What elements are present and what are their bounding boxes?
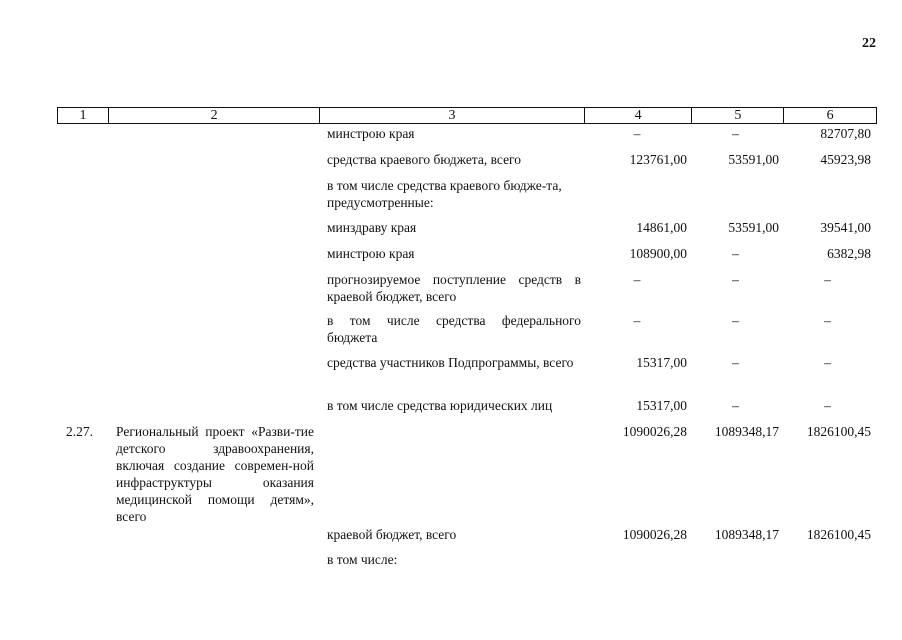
row-label: средства участников Подпрограммы, всего — [327, 355, 574, 370]
row-value-col4: – — [633, 313, 641, 328]
row-value-col4: 108900,00 — [629, 246, 687, 261]
row-label: в том числе: — [327, 552, 398, 567]
row-value-col6: 45923,98 — [820, 152, 871, 167]
row-label: в том числе средства краевого бюдже-та, предусмотренные: — [327, 178, 562, 210]
row-value-col5: 1089348,17 — [714, 527, 779, 542]
header-col-5: 5 — [692, 108, 784, 123]
row-value-col4: 123761,00 — [629, 152, 687, 167]
row-label: минстрою края — [327, 126, 415, 141]
row-label: минздраву края — [327, 220, 417, 235]
row-value-col4: 1090026,28 — [622, 527, 687, 542]
row-value-col6: – — [824, 398, 831, 413]
row-value-col6: – — [824, 355, 831, 370]
row-value-col5: 53591,00 — [728, 152, 779, 167]
row-value-col6: 6382,98 — [827, 246, 871, 261]
row-value-col5: – — [732, 246, 739, 261]
row-label: прогнозируемое поступление средств в краевой бюджет, всего — [327, 272, 581, 304]
row-label: средства краевого бюджета, всего — [327, 152, 522, 167]
row-value-col6: – — [824, 313, 831, 328]
header-col-6: 6 — [826, 108, 834, 123]
row-value-col6: 82707,80 — [820, 126, 871, 141]
row-value-col5: – — [732, 272, 739, 287]
row-value-col5: – — [732, 355, 739, 370]
row-value-col5: – — [732, 313, 739, 328]
row-value-col4: 15317,00 — [636, 398, 687, 413]
row-label: в том числе средства юридических лиц — [327, 398, 553, 413]
row-value-col4: 14861,00 — [636, 220, 687, 235]
table-header-row — [57, 107, 877, 124]
row-value-col6: 1826100,45 — [806, 527, 871, 542]
header-col-4: 4 — [585, 108, 693, 123]
row-value-col5: 53591,00 — [728, 220, 779, 235]
row-label: краевой бюджет, всего — [327, 527, 457, 542]
row-value-col6: – — [824, 272, 831, 287]
item-value-col4: 1090026,28 — [622, 424, 687, 439]
item-number: 2.27. — [66, 424, 93, 439]
page-number: 22 — [862, 36, 876, 51]
item-value-col5: 1089348,17 — [714, 424, 779, 439]
row-value-col4: – — [633, 272, 641, 287]
item-value-col6: 1826100,45 — [806, 424, 871, 439]
item-title: Региональный проект «Разви-тие детского здравоохранения, включая создание современ-ной инфраструктуры оказания медицинской помощи детям», всего — [116, 424, 314, 524]
header-col-1: 1 — [58, 108, 109, 123]
row-label: минстрою края — [327, 246, 415, 261]
row-value-col4: 15317,00 — [636, 355, 687, 370]
row-value-col6: 39541,00 — [820, 220, 871, 235]
row-value-col5: – — [732, 398, 739, 413]
header-col-3: 3 — [320, 108, 584, 123]
row-value-col4: – — [633, 126, 641, 141]
row-value-col5: – — [732, 126, 739, 141]
row-label: в том числе средства федерального бюджета — [327, 313, 581, 345]
header-col-2: 2 — [109, 108, 320, 123]
